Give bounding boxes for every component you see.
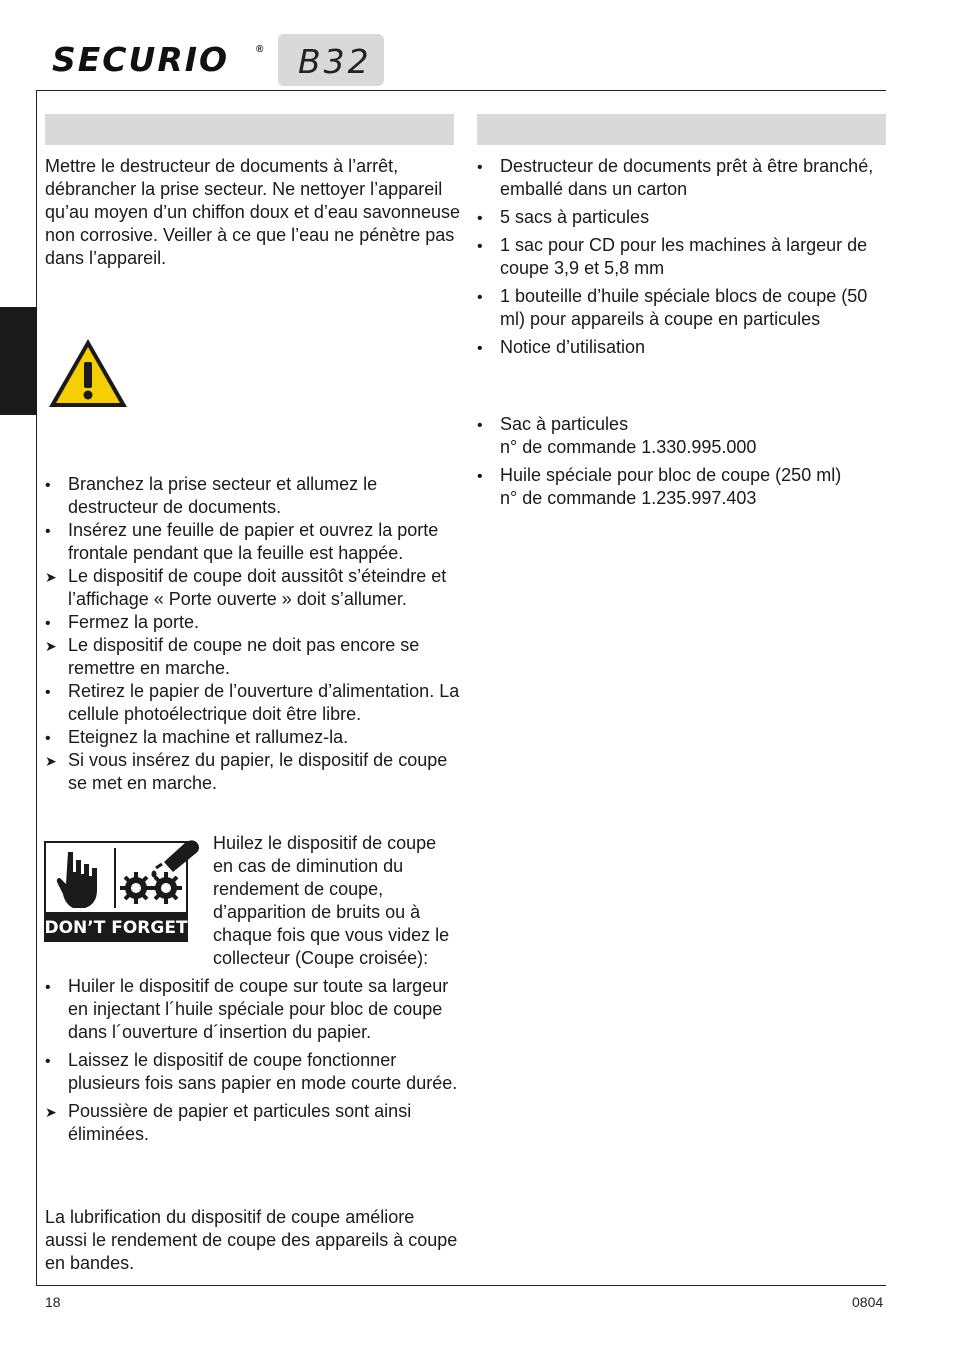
- closing-paragraph: [45, 1206, 460, 1275]
- list-item: • Notice d’utilisation: [477, 336, 887, 359]
- warning-triangle-icon: [46, 336, 130, 410]
- model-name: B32: [298, 42, 372, 81]
- brand-logo: [52, 40, 264, 80]
- cleaning-paragraph: [45, 155, 460, 270]
- list-item-result: ➤ Le dispositif de coupe doit aussitôt s’éteindre et l’affichage « Porte ouverte » doit s’allumer.: [45, 565, 460, 611]
- list-item: • Sac à particules n° de commande 1.330.995.000: [477, 413, 887, 459]
- accessories-list: [477, 413, 887, 510]
- delivery-list: [477, 155, 887, 359]
- oil-intro: [213, 832, 458, 970]
- list-item: • Insérez une feuille de papier et ouvrez la porte frontale pendant que la feuille est happée.: [45, 519, 460, 565]
- oil-intro-text: Huilez le dispositif de coupe en cas de diminution du rendement de coupe, d’apparition de bruits ou à chaque fois que vous videz le collecteur (Coupe croisée):: [213, 833, 450, 968]
- list-item-result: ➤ Poussière de papier et particules sont ainsi éliminées.: [45, 1100, 460, 1146]
- oil-steps-list: [45, 975, 460, 1146]
- doc-code: 0804: [852, 1294, 884, 1310]
- right-section-header-bar: [477, 114, 886, 145]
- list-item-result: ➤ Le dispositif de coupe ne doit pas encore se remettre en marche.: [45, 634, 460, 680]
- list-item: • Laissez le dispositif de coupe fonctionner plusieurs fois sans papier en mode courte durée.: [45, 1049, 460, 1095]
- dont-forget-label: DON’T FORGET: [44, 918, 188, 938]
- list-item: • 1 bouteille d’huile spéciale blocs de coupe (50 ml) pour appareils à coupe en particules: [477, 285, 887, 331]
- closing-text: La lubrification du dispositif de coupe améliore aussi le rendement de coupe des appareils à coupe en bandes.: [45, 1207, 458, 1273]
- registered-mark: ®: [256, 44, 264, 55]
- oil-dont-forget-icon: [44, 836, 204, 942]
- list-item: • 5 sacs à particules: [477, 206, 887, 229]
- safety-test-list: [45, 473, 460, 795]
- list-item: • Fermez la porte.: [45, 611, 460, 634]
- frame-top-rule: [36, 90, 886, 91]
- list-item-result: ➤ Si vous insérez du papier, le dispositif de coupe se met en marche.: [45, 749, 460, 795]
- list-item: • Retirez le papier de l’ouverture d’alimentation. La cellule photoélectrique doit être libre.: [45, 680, 460, 726]
- left-section-header-bar: [45, 114, 454, 145]
- frame-left-rule: [36, 90, 37, 1286]
- brand-name: SECURIO: [52, 40, 230, 79]
- section-tab: [0, 307, 37, 415]
- page-number: 18: [45, 1294, 61, 1310]
- list-item: • Huiler le dispositif de coupe sur toute sa largeur en injectant l´huile spéciale pour bloc de coupe dans l´ouverture d´insertion du papier.: [45, 975, 460, 1044]
- cleaning-text: Mettre le destructeur de documents à l’arrêt, débrancher la prise secteur. Ne nettoyer l’appareil qu’au moyen d’un chiffon doux et d’eau savonneuse non corrosive. Veiller à ce que l’eau ne pénètre pas dans l’appareil.: [45, 156, 460, 268]
- list-item: • Destructeur de documents prêt à être branché, emballé dans un carton: [477, 155, 887, 201]
- list-item: • Branchez la prise secteur et allumez le destructeur de documents.: [45, 473, 460, 519]
- list-item: • Huile spéciale pour bloc de coupe (250 ml) n° de commande 1.235.997.403: [477, 464, 887, 510]
- list-item: • 1 sac pour CD pour les machines à largeur de coupe 3,9 et 5,8 mm: [477, 234, 887, 280]
- frame-bottom-rule: [36, 1285, 886, 1286]
- list-item: • Eteignez la machine et rallumez-la.: [45, 726, 460, 749]
